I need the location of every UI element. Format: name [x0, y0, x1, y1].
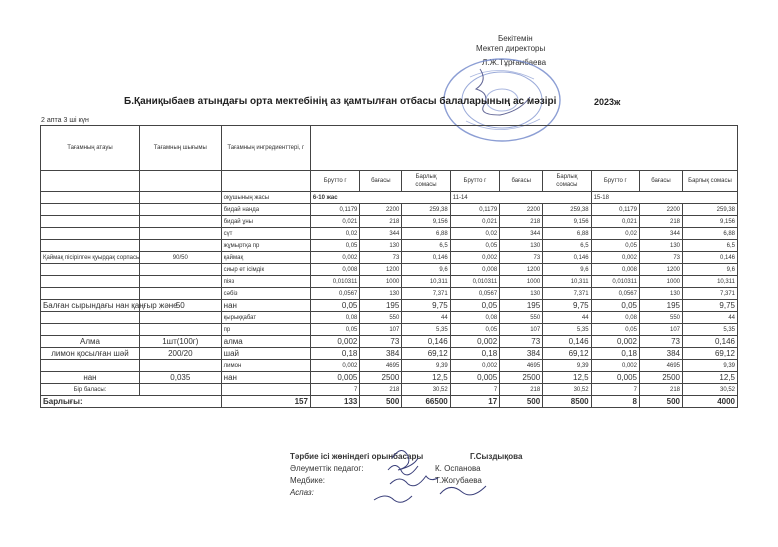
table-cell: пр [221, 324, 310, 336]
total-label: Барлығы: [41, 396, 222, 408]
table-cell: бидай ұны [221, 216, 310, 228]
table-cell: 73 [500, 252, 543, 264]
table-cell [139, 360, 221, 372]
table-cell: 0,002 [450, 336, 499, 348]
table-cell: 107 [500, 324, 543, 336]
document-year: 2023ж [594, 97, 621, 107]
col-price-3: бағасы [639, 171, 682, 192]
table-cell: 0,02 [591, 228, 639, 240]
table-cell: 6,5 [683, 240, 738, 252]
table-cell: 107 [360, 324, 402, 336]
table-cell [41, 240, 140, 252]
approval-line-1: Бекітемін [498, 34, 533, 43]
table-cell [41, 324, 140, 336]
total-cell: 17 [450, 396, 499, 408]
table-cell: 0,005 [310, 372, 359, 384]
table-cell [139, 312, 221, 324]
signature-role: Әлеуметтік педагог: [290, 464, 364, 473]
age-label: оқушының жасы [221, 192, 310, 204]
table-row [41, 288, 738, 300]
table-cell: 0,05 [591, 324, 639, 336]
table-cell: 1000 [500, 276, 543, 288]
table-cell: 0,021 [591, 216, 639, 228]
total-cell: 157 [221, 396, 310, 408]
menu-table [40, 125, 738, 408]
col-brutto-1: Брутто г [310, 171, 359, 192]
table-cell [41, 264, 140, 276]
document-title: Б.Қаниқыбаев атындағы орта мектебінің аз қамтылған отбасы балаларының ас мәзірі [124, 96, 557, 107]
table-cell: 0,008 [310, 264, 359, 276]
table-cell: алма [221, 336, 310, 348]
table-cell: 69,12 [543, 348, 591, 360]
signature-role: Аспаз: [290, 488, 314, 497]
table-cell: 7,371 [402, 288, 450, 300]
table-cell: 9,39 [683, 360, 738, 372]
table-cell: 12,5 [402, 372, 450, 384]
table-cell: 7 [450, 384, 499, 396]
total-cell: 8500 [543, 396, 591, 408]
table-cell [41, 360, 140, 372]
table-cell: 0,05 [450, 324, 499, 336]
table-cell: 0,002 [450, 252, 499, 264]
table-cell: 6,88 [543, 228, 591, 240]
table-cell: 218 [360, 384, 402, 396]
table-cell: нан [41, 372, 140, 384]
table-cell: 10,311 [402, 276, 450, 288]
table-cell: 90/50 [139, 252, 221, 264]
table-cell: шай [221, 348, 310, 360]
table-cell: 0,002 [310, 360, 359, 372]
table-cell: 1200 [360, 264, 402, 276]
total-row [41, 396, 738, 408]
table-cell: 0,02 [310, 228, 359, 240]
table-cell: 73 [360, 336, 402, 348]
table-cell: 107 [639, 324, 682, 336]
table-cell: лимон қосылған шәй [41, 348, 140, 360]
table-cell: 7,371 [683, 288, 738, 300]
table-cell: 1200 [500, 264, 543, 276]
menu-rows [41, 204, 738, 396]
table-cell: 550 [500, 312, 543, 324]
table-cell: 5,35 [543, 324, 591, 336]
col-sum-2: Барлық сомасы [543, 171, 591, 192]
table-cell: 130 [360, 288, 402, 300]
table-cell: 218 [639, 216, 682, 228]
table-cell: 0,1179 [591, 204, 639, 216]
table-row [41, 204, 738, 216]
table-cell: 0,18 [591, 348, 639, 360]
age-group-1: 6-10 жас [310, 192, 450, 204]
table-cell: 4695 [639, 360, 682, 372]
table-cell: 344 [500, 228, 543, 240]
table-cell: 2200 [500, 204, 543, 216]
table-cell [139, 288, 221, 300]
table-cell: 0,0567 [310, 288, 359, 300]
table-row [41, 252, 738, 264]
table-cell: 130 [500, 240, 543, 252]
table-cell: 0,1179 [450, 204, 499, 216]
total-cell: 500 [500, 396, 543, 408]
table-cell: бидай нанда [221, 204, 310, 216]
table-cell: 200/20 [139, 348, 221, 360]
table-cell: 0,0567 [450, 288, 499, 300]
table-cell: 0,002 [591, 336, 639, 348]
table-cell: 344 [639, 228, 682, 240]
table-cell: лимон [221, 360, 310, 372]
table-cell: 73 [639, 336, 682, 348]
table-cell: 130 [639, 240, 682, 252]
table-cell: қаймақ [221, 252, 310, 264]
total-cell: 4000 [683, 396, 738, 408]
table-cell: 73 [360, 252, 402, 264]
table-cell: 0,010311 [450, 276, 499, 288]
table-cell: піяз [221, 276, 310, 288]
table-cell: 30,52 [543, 384, 591, 396]
table-cell: 218 [500, 216, 543, 228]
table-cell: 259,38 [683, 204, 738, 216]
table-cell: 195 [360, 300, 402, 312]
table-cell: 0,08 [591, 312, 639, 324]
signature-name: Т.Жогубаева [435, 476, 482, 485]
signature-role: Медбике: [290, 476, 326, 485]
total-cell: 133 [310, 396, 359, 408]
table-cell: 0,05 [450, 300, 499, 312]
table-cell: 0,146 [683, 252, 738, 264]
table-row [41, 276, 738, 288]
table-cell: 0,05 [591, 240, 639, 252]
total-cell: 500 [639, 396, 682, 408]
table-cell [139, 384, 221, 396]
table-cell [41, 228, 140, 240]
table-cell: нан [221, 372, 310, 384]
table-cell: 384 [500, 348, 543, 360]
table-cell: 0,146 [543, 252, 591, 264]
table-cell: 0,08 [310, 312, 359, 324]
table-cell: 1000 [639, 276, 682, 288]
table-cell: 10,311 [543, 276, 591, 288]
table-cell: 9,75 [683, 300, 738, 312]
approval-line-2: Мектеп директоры [476, 44, 546, 53]
signature-name: К. Оспанова [435, 464, 481, 473]
table-cell: 7,371 [543, 288, 591, 300]
table-row [41, 348, 738, 360]
col-brutto-2: Брутто г [450, 171, 499, 192]
table-cell: 44 [402, 312, 450, 324]
table-cell: 30,52 [402, 384, 450, 396]
col-sum-3: Барлық сомасы [683, 171, 738, 192]
table-cell: 9,6 [543, 264, 591, 276]
table-cell: 0,08 [450, 312, 499, 324]
table-cell: 0,002 [310, 336, 359, 348]
table-cell: 4695 [500, 360, 543, 372]
table-cell: 0,002 [591, 252, 639, 264]
table-cell: 130 [360, 240, 402, 252]
total-cell: 8 [591, 396, 639, 408]
table-cell: 550 [360, 312, 402, 324]
table-row [41, 312, 738, 324]
col-price-1: бағасы [360, 171, 402, 192]
table-cell: сиыр ет ісімдік [221, 264, 310, 276]
table-cell: сүт [221, 228, 310, 240]
table-cell [139, 324, 221, 336]
table-row [41, 372, 738, 384]
table-cell [139, 204, 221, 216]
table-cell: 2500 [360, 372, 402, 384]
table-cell: 2500 [500, 372, 543, 384]
table-cell: 0,008 [591, 264, 639, 276]
table-cell: 1000 [360, 276, 402, 288]
table-cell: 0,002 [450, 360, 499, 372]
table-cell: 9,39 [402, 360, 450, 372]
table-cell: 44 [683, 312, 738, 324]
table-cell: 1200 [639, 264, 682, 276]
table-cell: 218 [360, 216, 402, 228]
table-cell: 130 [500, 288, 543, 300]
table-cell: 0,05 [310, 240, 359, 252]
table-row [41, 264, 738, 276]
age-row [41, 192, 738, 204]
menu-date: 2 апта 3 ші күн [41, 117, 89, 124]
table-cell: 0,146 [683, 336, 738, 348]
table-cell: 7 [310, 384, 359, 396]
table-cell: 0,008 [450, 264, 499, 276]
table-cell: 0,005 [591, 372, 639, 384]
table-cell: 7 [591, 384, 639, 396]
table-row [41, 360, 738, 372]
table-row [41, 324, 738, 336]
col-sum-1: Барлық сомасы [402, 171, 450, 192]
table-cell: Бір баласы: [41, 384, 140, 396]
table-cell: 0,005 [450, 372, 499, 384]
table-row [41, 300, 738, 312]
table-cell: 9,39 [543, 360, 591, 372]
table-cell: 0,035 [139, 372, 221, 384]
table-cell: 0,146 [402, 336, 450, 348]
table-cell: 1шт(100г) [139, 336, 221, 348]
table-cell: 4695 [360, 360, 402, 372]
signature-role: Тәрбие ісі жөніндегі орынбасары [290, 452, 424, 461]
table-cell: 0,010311 [310, 276, 359, 288]
col-dish: Тағамның атауы [41, 126, 140, 171]
table-cell: 2500 [639, 372, 682, 384]
table-cell: 0,021 [450, 216, 499, 228]
table-cell: 384 [639, 348, 682, 360]
total-cell: 500 [360, 396, 402, 408]
table-cell: 10,311 [683, 276, 738, 288]
table-cell: 259,38 [543, 204, 591, 216]
table-cell: 5,35 [683, 324, 738, 336]
table-cell: сәбіз [221, 288, 310, 300]
table-cell: 384 [360, 348, 402, 360]
table-cell: 218 [500, 384, 543, 396]
table-cell [139, 240, 221, 252]
age-group-3: 15-18 [591, 192, 737, 204]
table-row [41, 336, 738, 348]
table-cell: 130 [639, 288, 682, 300]
table-cell: 0,002 [591, 360, 639, 372]
col-brutto-3: Брутто г [591, 171, 639, 192]
table-cell: 0,05 [310, 300, 359, 312]
col-price-2: бағасы [500, 171, 543, 192]
table-cell: 0,05 [310, 324, 359, 336]
table-cell: 218 [639, 384, 682, 396]
table-cell: 0,021 [310, 216, 359, 228]
table-cell: 259,38 [402, 204, 450, 216]
table-cell: 6,5 [543, 240, 591, 252]
table-cell [139, 216, 221, 228]
handwritten-signatures [370, 440, 530, 510]
table-cell [41, 288, 140, 300]
total-cell: 66500 [402, 396, 450, 408]
table-cell: 2200 [360, 204, 402, 216]
table-cell: 9,75 [543, 300, 591, 312]
table-cell: 5,35 [402, 324, 450, 336]
table-cell: Балған сырындағы нан қаңғыр және [41, 300, 140, 312]
table-cell: 0,18 [310, 348, 359, 360]
table-cell [41, 204, 140, 216]
table-cell: Қаймақ пісірілген қуырдақ сорпасы [41, 252, 140, 264]
table-cell: 0,002 [310, 252, 359, 264]
approval-line-3: Л.Ж.Тұрғанбаева [482, 58, 547, 67]
table-cell: 73 [639, 252, 682, 264]
table-cell: 9,156 [543, 216, 591, 228]
table-cell [41, 216, 140, 228]
table-cell: 44 [543, 312, 591, 324]
table-cell [221, 384, 310, 396]
table-cell: 195 [639, 300, 682, 312]
table-cell: 69,12 [683, 348, 738, 360]
table-cell: 0,18 [450, 348, 499, 360]
table-cell: 2200 [639, 204, 682, 216]
table-row [41, 384, 738, 396]
table-cell [139, 276, 221, 288]
table-cell: 0,05 [591, 300, 639, 312]
age-group-2: 11-14 [450, 192, 591, 204]
table-cell: қырыққабат [221, 312, 310, 324]
table-cell: 12,5 [683, 372, 738, 384]
table-cell: 69,12 [402, 348, 450, 360]
table-cell: 9,156 [683, 216, 738, 228]
table-row [41, 216, 738, 228]
table-cell: 6,5 [402, 240, 450, 252]
table-cell: 30,52 [683, 384, 738, 396]
table-cell: Алма [41, 336, 140, 348]
table-cell: жұмыртқа пр [221, 240, 310, 252]
table-cell: 9,156 [402, 216, 450, 228]
table-cell: 0,1179 [310, 204, 359, 216]
table-cell: 0,0567 [591, 288, 639, 300]
table-cell: 0,02 [450, 228, 499, 240]
table-cell: 550 [639, 312, 682, 324]
table-cell: 344 [360, 228, 402, 240]
table-cell: 0,05 [450, 240, 499, 252]
table-cell [139, 264, 221, 276]
table-cell: 9,75 [402, 300, 450, 312]
table-cell: 9,6 [402, 264, 450, 276]
col-yield: Тағамның шығымы [139, 126, 221, 171]
table-cell [139, 228, 221, 240]
table-cell: 6,88 [683, 228, 738, 240]
table-cell: 0,146 [402, 252, 450, 264]
table-cell: 6,88 [402, 228, 450, 240]
table-cell: 12,5 [543, 372, 591, 384]
table-row [41, 228, 738, 240]
table-cell: 9,6 [683, 264, 738, 276]
table-cell [41, 312, 140, 324]
col-ingredients: Тағамның ингредиенттері, г [221, 126, 310, 171]
table-cell: 73 [500, 336, 543, 348]
table-row [41, 240, 738, 252]
table-cell: 50 [139, 300, 221, 312]
table-cell: 0,010311 [591, 276, 639, 288]
table-cell [41, 276, 140, 288]
table-cell: 0,146 [543, 336, 591, 348]
header-row [41, 126, 738, 171]
subheader-row [41, 171, 738, 192]
table-cell: нан [221, 300, 310, 312]
signature-name: Г.Сыздықова [470, 452, 523, 461]
table-cell: 195 [500, 300, 543, 312]
